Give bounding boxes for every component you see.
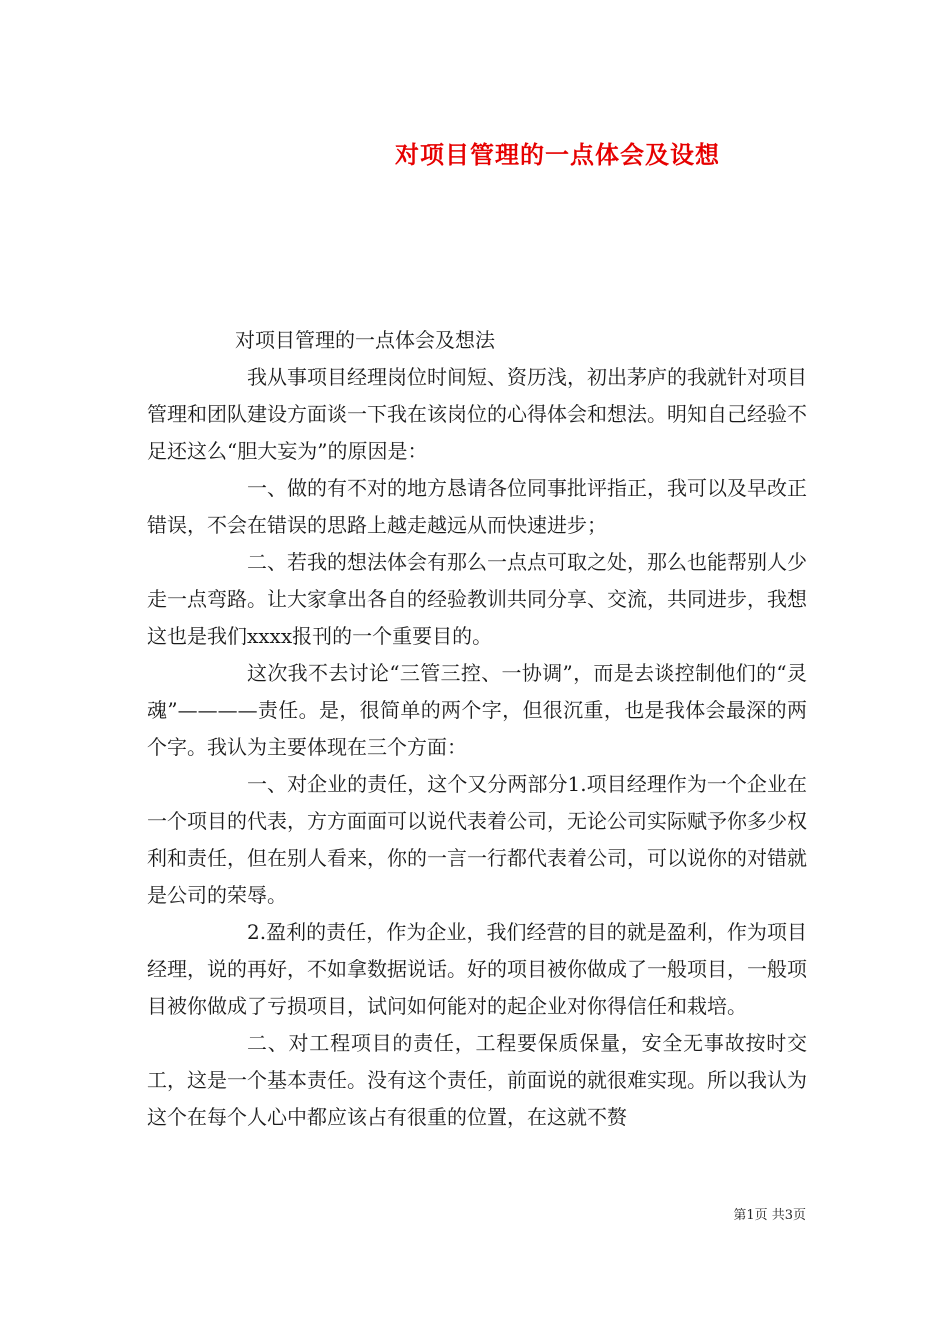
paragraph-intro: 我从事项目经理岗位时间短、资历浅，初出茅庐的我就针对项目管理和团队建设方面谈一下我在该岗位的心得体会和想法。明知自己经验不足还这么“胆大妄为”的原因是：: [147, 365, 807, 463]
document-subtitle: 对项目管理的一点体会及想法: [235, 328, 495, 352]
page-number-footer: 第1页 共3页: [733, 1208, 806, 1223]
paragraph-enterprise-responsibility: 一、对企业的责任，这个又分两部分1.项目经理作为一个企业在一个项目的代表，方方面面可以说代表着公司，无论公司实际赋予你多少权利和责任，但在别人看来，你的一言一行都代表着公司，可以说你的对错就是公司的荣辱。: [147, 772, 807, 907]
paragraph-project-responsibility: 二、对工程项目的责任，工程要保质保量，安全无事故按时交工，这是一个基本责任。没有这个责任，前面说的就很难实现。所以我认为这个在每个人心中都应该占有很重的位置，在这就不赘: [147, 1031, 807, 1129]
paragraph-responsibility: 这次我不去讨论“三管三控、一协调”，而是去谈控制他们的“灵魂”————责任。是，很简单的两个字，但很沉重，也是我体会最深的两个字。我认为主要体现在三个方面：: [147, 661, 807, 759]
document-title: 对项目管理的一点体会及设想: [395, 140, 720, 169]
paragraph-reason-2: 二、若我的想法体会有那么一点点可取之处，那么也能帮别人少走一点弯路。让大家拿出各自的经验教训共同分享、交流，共同进步，我想这也是我们xxxx报刊的一个重要目的。: [147, 550, 807, 648]
document-body: [147, 322, 807, 1136]
paragraph-profit-responsibility: 2.盈利的责任，作为企业，我们经营的目的就是盈利，作为项目经理，说的再好，不如拿数据说话。好的项目被你做成了一般项目，一般项目被你做成了亏损项目，试问如何能对的起企业对你得信任和栽培。: [147, 920, 807, 1018]
paragraph-reason-1: 一、做的有不对的地方恳请各位同事批评指正，我可以及早改正错误，不会在错误的思路上越走越远从而快速进步；: [147, 476, 807, 537]
